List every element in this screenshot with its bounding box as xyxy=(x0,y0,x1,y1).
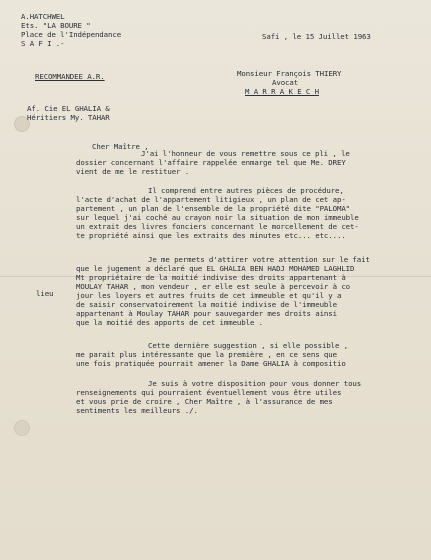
body-line: jour les loyers et autres fruits de cet immeuble et qu'il y a xyxy=(76,291,342,300)
recipient-city: M A R R A K E C H xyxy=(245,87,319,96)
body-line: Il comprend entre autres pièces de procédure, xyxy=(148,186,344,195)
body-line: MOULAY TAHAR , mon vendeur , er elle est seule à percevoir à co xyxy=(76,282,351,291)
body-line: l'acte d'achat de l'appartement litigieux , un plan de cet ap- xyxy=(76,195,346,204)
body-line: sentiments les meilleurs ./. xyxy=(76,406,198,415)
margin-note: lieu xyxy=(36,289,54,298)
reference-line: Af. Cie EL GHALIA & xyxy=(27,104,110,113)
body-line: de saisir conservatoirement la moitié indivise de l'immeuble xyxy=(76,300,337,309)
body-line: partement , un plan de l'ensemble de la propriété dite "PALOMA" xyxy=(76,204,351,213)
body-line: que le jugement a déclaré que EL GHALIA BEN HADJ MOHAMED LAGHLID xyxy=(76,264,355,273)
sender-line: A.HATCHWEL xyxy=(21,12,65,21)
body-line: Cette dernière suggestion , si elle possible , xyxy=(148,341,349,350)
body-line: te propriété ainsi que les extraits des minutes etc... etc.... xyxy=(76,231,346,240)
body-line: vient de me le restituer . xyxy=(76,167,190,176)
body-line: dossier concernant l'affaire rappelée enmarge tel que Me. DREY xyxy=(76,158,346,167)
body-line: que la moitié des apports de cet immeuble . xyxy=(76,318,264,327)
body-line: renseignements qui pourraient éventuellement vous être utiles xyxy=(76,388,342,397)
sender-line: Place de l'Indépendance xyxy=(21,30,122,39)
reference-line: Héritiers My. TAHAR xyxy=(27,113,110,122)
body-line: Je suis à votre disposition pour vous donner tous xyxy=(148,379,362,388)
body-line: et vous prie de croire , Cher Maître , à l'assurance de mes xyxy=(76,397,333,406)
body-line: appartenant à Moulay TAHAR pour sauvegarder mes droits ainsi xyxy=(76,309,337,318)
recipient-name: Monsieur François THIERY xyxy=(237,69,342,78)
sender-line: Ets. "LA BOURE " xyxy=(21,21,91,30)
body-line: un extrait des livres fonciers concernant le morcellement de cet- xyxy=(76,222,359,231)
body-line: Je me permets d'attirer votre attention sur le fait xyxy=(148,255,370,264)
mail-type: RECOMMANDEE A.R. xyxy=(35,72,105,81)
body-line: me parait plus intéressante que la première , en ce sens que xyxy=(76,350,337,359)
punch-hole xyxy=(14,420,30,436)
salutation: Cher Maître , xyxy=(92,142,149,151)
body-line: une fois pratiquée pourrait amener la Dame GHALIA à compositio xyxy=(76,359,346,368)
recipient-title: Avocat xyxy=(272,78,299,87)
place-date: Safi , le 15 Juillet 1963 xyxy=(262,32,371,41)
sender-line: S A F I .- xyxy=(21,39,65,48)
body-line: sur lequel j'ai coché au crayon noir la situation de mon immeuble xyxy=(76,213,359,222)
body-line: Mt propriétaire de la moitié indivise des droits appartenant à xyxy=(76,273,346,282)
body-line: J'ai l'honneur de vous remettre sous ce pli , le xyxy=(141,149,350,158)
